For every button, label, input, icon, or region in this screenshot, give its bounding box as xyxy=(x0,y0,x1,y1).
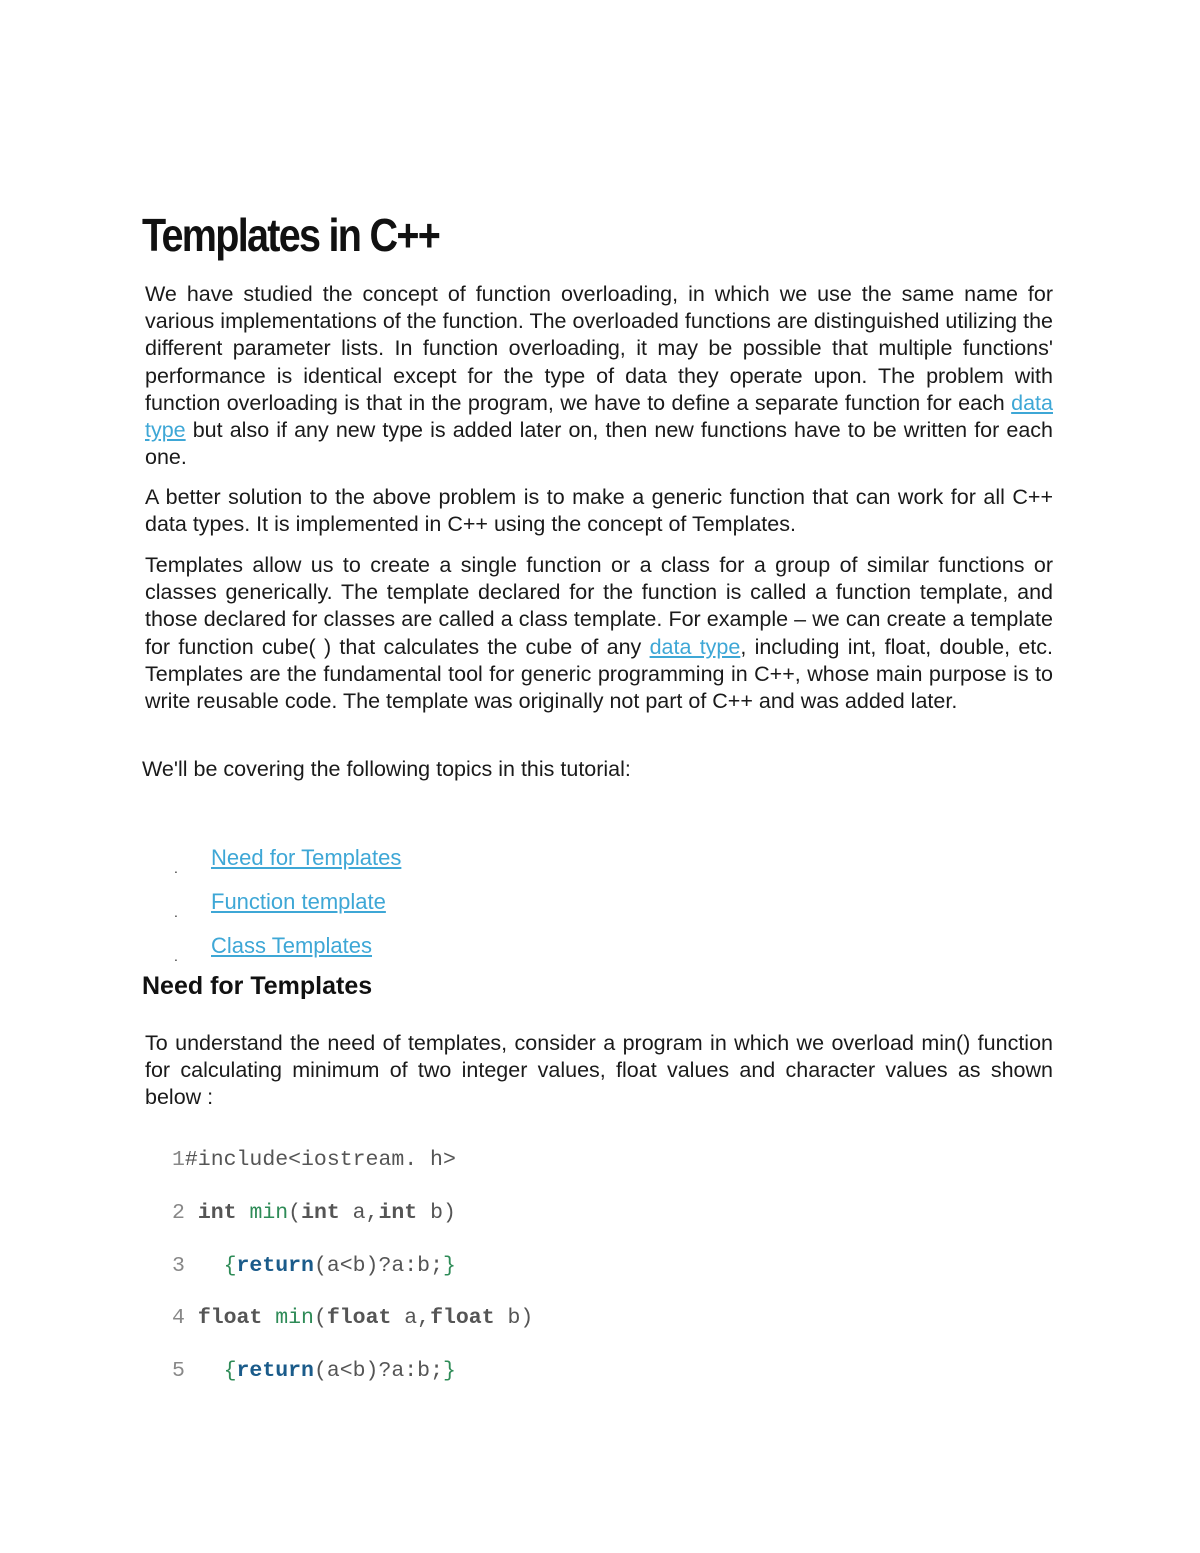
code-text: (a<b)?a:b; xyxy=(313,1253,443,1278)
code-punct: ( xyxy=(288,1200,302,1225)
code-brace: } xyxy=(442,1253,456,1278)
section-paragraph: To understand the need of templates, consider a program in which we overload min() function for calculating minimum of two integer values, float values and character values as shown below : xyxy=(145,1031,1053,1110)
line-number: 4 xyxy=(172,1306,185,1331)
templates-text-start: Templates allow us to create a single function or a class for a group of similar functions or classes generically. The template declared for the function is called a function template, and those declared for classes are called a class template. For example – we can create a template for function cube( ) that calculates the cube of any xyxy=(145,553,1053,659)
code-function-name: min xyxy=(275,1306,314,1331)
code-text: a, xyxy=(391,1306,431,1331)
bullet-icon: . xyxy=(174,904,178,920)
code-keyword: int xyxy=(301,1200,340,1225)
code-brace: { xyxy=(223,1253,237,1278)
code-line-5 xyxy=(172,1355,533,1408)
line-number: 2 xyxy=(172,1200,185,1225)
data-type-link-2[interactable]: data type xyxy=(649,634,741,659)
code-keyword: float xyxy=(197,1306,263,1331)
code-brace: { xyxy=(223,1359,237,1384)
code-text: b) xyxy=(417,1200,456,1225)
code-keyword: int xyxy=(378,1200,418,1225)
code-text: a, xyxy=(339,1200,379,1225)
line-number: 5 xyxy=(172,1359,185,1384)
topics-intro: We'll be covering the following topics in this tutorial: xyxy=(142,757,631,781)
intro-text-start: We have studied the concept of function overloading, in which we use the same name for various implementations of the function. The overloaded functions are distinguished utilizing the different parameter lists. In function overloading, it may be possible that multiple functions' performance is identical except for the type of data they operate upon. The problem with function overloading is that in the program, we have to define a separate function for each xyxy=(145,282,1053,415)
code-block xyxy=(172,1144,533,1408)
bullet-icon: . xyxy=(174,948,178,964)
code-keyword: float xyxy=(430,1306,495,1331)
code-line-4 xyxy=(172,1302,533,1355)
line-number: 3 xyxy=(172,1253,185,1278)
solution-paragraph: A better solution to the above problem is to make a generic function that can work for all C++ data types. It is implemented in C++ using the concept of Templates. xyxy=(145,485,1053,537)
code-keyword: int xyxy=(197,1200,237,1225)
code-text: b) xyxy=(494,1306,534,1331)
templates-text-end: , including int, float, double, etc. Templates are the fundamental tool for generic programming in C++, whose main purpose is to write reusable code. The template was originally not part of C++ and was added later. xyxy=(145,634,1053,714)
code-text: #include<iostream. h> xyxy=(184,1148,456,1172)
section-heading: Need for Templates xyxy=(142,972,373,1000)
code-function-name: min xyxy=(249,1200,289,1225)
line-number: 1 xyxy=(172,1148,185,1172)
code-keyword-return: return xyxy=(236,1359,314,1384)
code-line-3 xyxy=(172,1250,533,1303)
intro-paragraph xyxy=(145,281,1053,471)
code-brace: } xyxy=(442,1359,456,1384)
toc-link-class-templates[interactable]: Class Templates xyxy=(211,933,372,958)
toc-link-function-template[interactable]: Function template xyxy=(211,889,386,914)
data-type-link[interactable]: data type xyxy=(145,390,1053,443)
code-punct: ( xyxy=(313,1306,327,1331)
code-text: (a<b)?a:b; xyxy=(313,1359,443,1384)
bullet-icon: . xyxy=(174,860,178,876)
toc-link-need-for-templates[interactable]: Need for Templates xyxy=(211,845,402,870)
templates-paragraph xyxy=(145,552,1053,715)
code-line-2 xyxy=(172,1197,533,1250)
intro-text-end: but also if any new type is added later on, then new functions have to be written for each one. xyxy=(145,418,1053,470)
code-line-1 xyxy=(172,1144,533,1197)
code-keyword-return: return xyxy=(236,1253,314,1278)
page-title: Templates in C++ xyxy=(142,209,440,261)
code-keyword: float xyxy=(326,1306,392,1331)
